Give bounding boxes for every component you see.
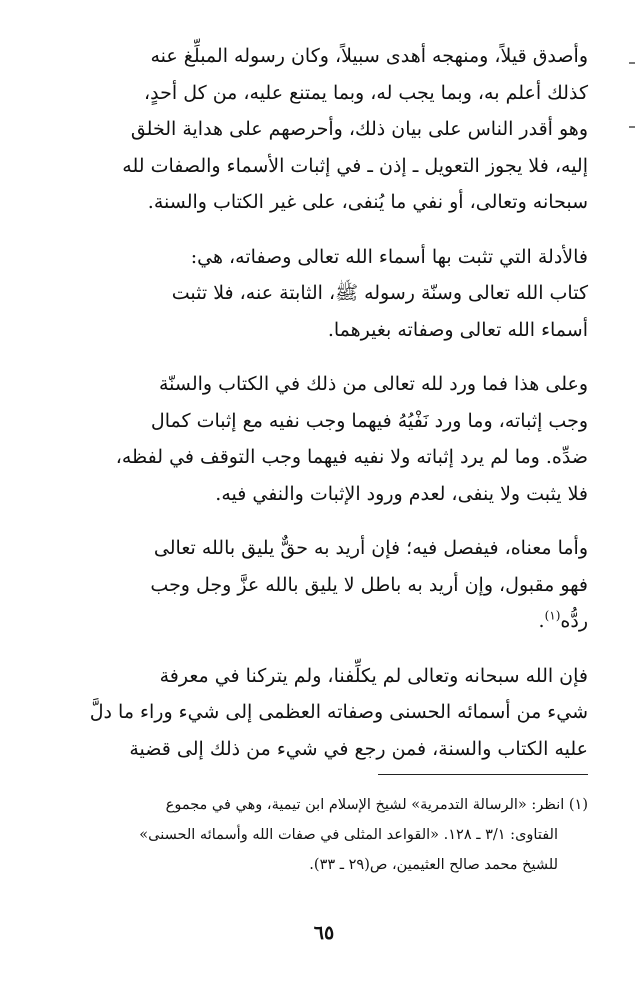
- footnote-line: للشيخ محمد صالح العثيمين، ص(٢٩ ـ ٣٣).: [309, 857, 558, 873]
- text-line: وجب إثباته، وما ورد نَفْيُهُ فيهما وجب نفيه مع إثبات كمال: [150, 409, 588, 432]
- text-line: ضدِّه. وما لم يرد إثباته ولا نفيه فيهما وجب التوقف في لفظه،: [115, 446, 588, 468]
- sentence-end: .: [538, 610, 545, 632]
- text-line: سبحانه وتعالى، أو نفي ما يُنفى، على غير الكتاب والسنة.: [147, 191, 588, 213]
- text-line: فإن الله سبحانه وتعالى لم يكلِّفنا، ولم يتركنا في معرفة: [159, 664, 588, 687]
- text-line: وعلى هذا فما ورد لله تعالى من ذلك في الكتاب والسنّة: [158, 373, 588, 395]
- paragraph-4: [60, 530, 588, 640]
- text-line: كذلك أعلم به، وبما يجب له، وبما يمتنع عليه، من كل أحدٍ،: [144, 81, 588, 104]
- paragraph-2: [60, 239, 588, 349]
- text-line: وأصدق قيلاً، ومنهجه أهدى سبيلاً، وكان رسوله المبلِّغ عنه: [150, 45, 588, 67]
- text-line: عليه الكتاب والسنة، فمن رجع في شيء من ذلك إلى قضية: [129, 737, 588, 760]
- footnote-reference[interactable]: (١): [544, 608, 561, 623]
- footnote-divider: [378, 774, 588, 775]
- text-line: شيء من أسمائه الحسنى وصفاته العظمى إلى شيء وراء ما دلَّ: [89, 701, 588, 723]
- book-page: [60, 38, 588, 968]
- text-fragment: ردُّه: [560, 610, 588, 632]
- text-line: [60, 603, 588, 640]
- text-line: فهو مقبول، وإن أريد به باطل لا يليق بالله عزَّ وجل وجب: [150, 573, 588, 596]
- text-line: وأما معناه، فيفصل فيه؛ فإن أريد به حقٌّ يليق بالله تعالى: [153, 537, 588, 559]
- text-line: أسماء الله تعالى وصفاته بغيرهما.: [327, 318, 588, 341]
- page-number: ٦٥: [313, 922, 335, 944]
- text-line: فلا يثبت ولا ينفى، لعدم ورود الإثبات والنفي فيه.: [215, 482, 588, 505]
- paragraph-1: [60, 38, 588, 221]
- paragraph-3: [60, 366, 588, 512]
- paragraph-5: [60, 658, 588, 768]
- scan-edge-mark: [629, 62, 635, 64]
- text-line: فالأدلة التي تثبت بها أسماء الله تعالى وصفاته، هي:: [190, 245, 588, 268]
- text-line: كتاب الله تعالى وسنّة رسوله ﷺ، الثابتة عنه، فلا تثبت: [171, 282, 588, 304]
- footnote-line: الفتاوى: ٣/١ ـ ١٢٨. «القواعد المثلى في صفات الله وأسمائه الحسنى»: [139, 827, 558, 843]
- text-line: إليه، فلا يجوز التعويل ـ إذن ـ في إثبات الأسماء والصفات لله: [122, 154, 588, 177]
- scan-edge-mark: [629, 126, 635, 128]
- footnote-line: (١) انظر: «الرسالة التدمرية» لشيخ الإسلام ابن تيمية، وهي في مجموع: [165, 797, 588, 813]
- footnotes: [60, 790, 588, 880]
- text-line: وهو أقدر الناس على بيان ذلك، وأحرصهم على هداية الخلق: [130, 118, 588, 140]
